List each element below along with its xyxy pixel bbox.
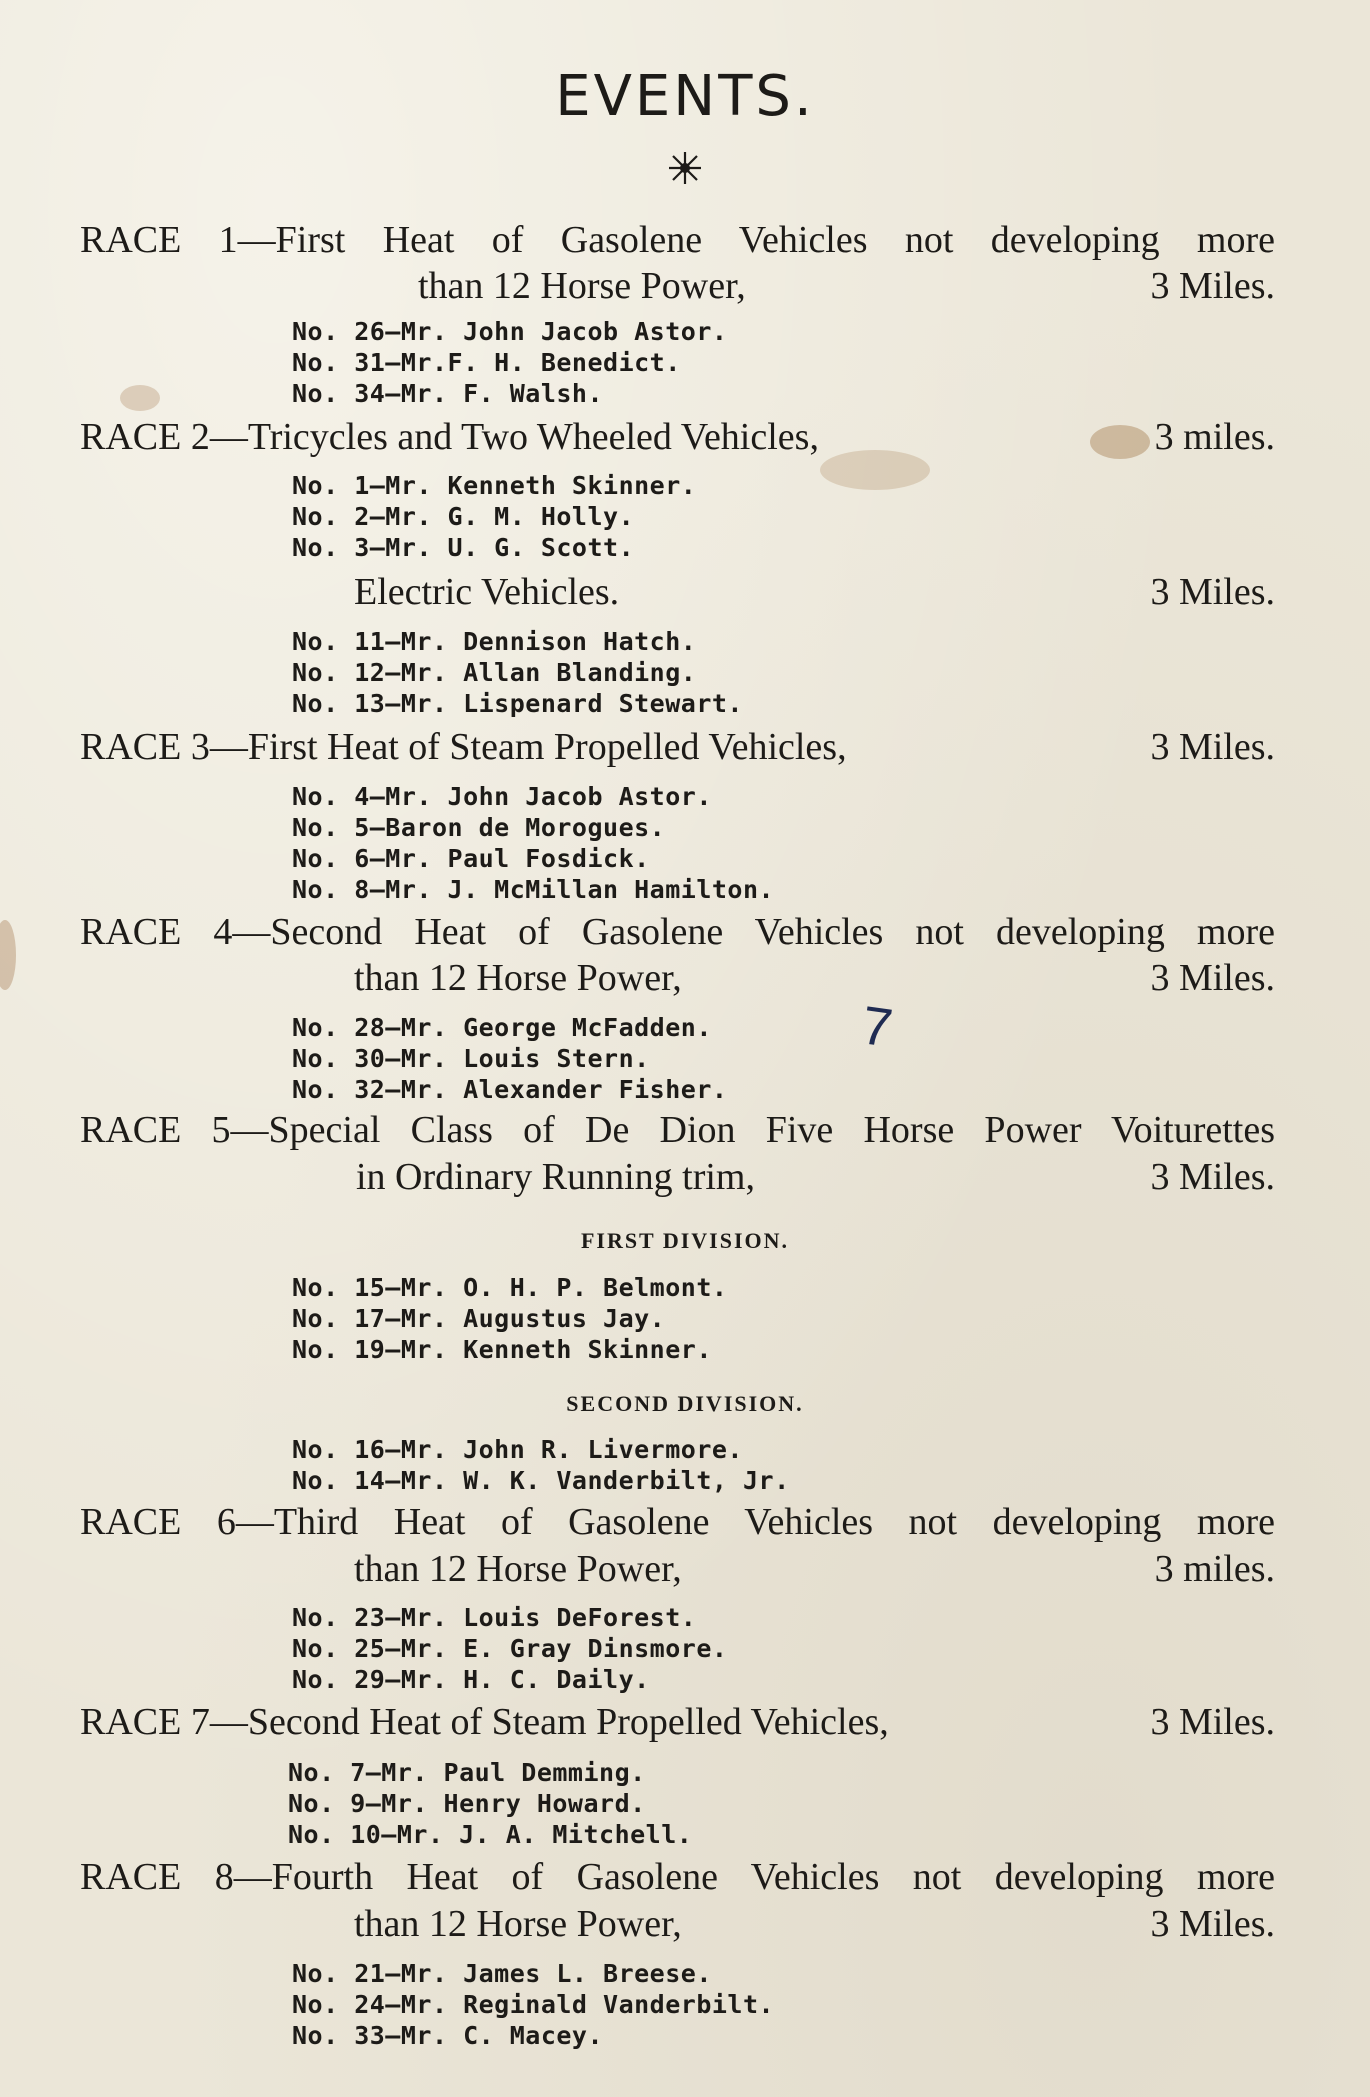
race-4-heading: RACE 4—Second Heat of Gasolene Vehicles not developing more xyxy=(80,911,1275,953)
race-7-heading: RACE 7—Second Heat of Steam Propelled Vehicles, xyxy=(80,1701,889,1743)
race-1-distance: 3 Miles. xyxy=(1150,265,1275,307)
race-1-heading: RACE 1—First Heat of Gasolene Vehicles not developing more xyxy=(80,219,1275,261)
race-6-heading: RACE 6—Third Heat of Gasolene Vehicles not developing more xyxy=(80,1501,1275,1543)
race-5-continuation: in Ordinary Running trim, xyxy=(356,1156,755,1198)
race-5-heading: RACE 5—Special Class of De Dion Five Horse Power Voiturettes xyxy=(80,1109,1275,1151)
entry: No. 25—Mr. E. Gray Dinsmore. xyxy=(292,1634,728,1663)
entry: No. 26—Mr. John Jacob Astor. xyxy=(292,317,728,346)
entry: No. 21—Mr. James L. Breese. xyxy=(292,1959,712,1988)
entry: No. 1—Mr. Kenneth Skinner. xyxy=(292,471,697,500)
race-6-distance: 3 miles. xyxy=(1154,1548,1275,1590)
race-4-entries xyxy=(292,1012,727,1105)
paper-stain xyxy=(1090,425,1150,459)
paper-stain xyxy=(820,450,930,490)
race-2-distance: 3 miles. xyxy=(1154,416,1275,458)
entry: No. 15—Mr. O. H. P. Belmont. xyxy=(292,1273,728,1302)
paper-stain xyxy=(0,920,16,990)
page-title: EVENTS. xyxy=(555,64,815,129)
entry: No. 23—Mr. Louis DeForest. xyxy=(292,1603,697,1632)
race-8-continuation: than 12 Horse Power, xyxy=(354,1903,682,1945)
race-7-distance: 3 Miles. xyxy=(1150,1701,1275,1743)
race-2-heading: RACE 2—Tricycles and Two Wheeled Vehicles, xyxy=(80,416,819,458)
entry: No. 17—Mr. Augustus Jay. xyxy=(292,1304,666,1333)
race-1-entries xyxy=(292,316,727,409)
handwritten-note: 7 xyxy=(857,995,897,1059)
race-5-distance: 3 Miles. xyxy=(1150,1156,1275,1198)
entry: No. 5—Baron de Morogues. xyxy=(292,813,666,842)
asterism-ornament-icon xyxy=(667,150,703,186)
race-8-entries xyxy=(292,1958,774,2051)
race-7-entries xyxy=(288,1757,692,1850)
race-8-heading: RACE 8—Fourth Heat of Gasolene Vehicles not developing more xyxy=(80,1856,1275,1898)
race-2-entries xyxy=(292,470,696,563)
entry: No. 10—Mr. J. A. Mitchell. xyxy=(288,1820,693,1849)
entry: No. 12—Mr. Allan Blanding. xyxy=(292,658,697,687)
race-2-sub-distance: 3 Miles. xyxy=(1150,571,1275,613)
entry: No. 14—Mr. W. K. Vanderbilt, Jr. xyxy=(292,1466,790,1495)
entry: No. 31—Mr.F. H. Benedict. xyxy=(292,348,681,377)
race-2-sub-heading: Electric Vehicles. xyxy=(354,571,620,613)
race-4-continuation: than 12 Horse Power, xyxy=(354,957,682,999)
entry: No. 29—Mr. H. C. Daily. xyxy=(292,1665,650,1694)
entry: No. 6—Mr. Paul Fosdick. xyxy=(292,844,650,873)
race-4-distance: 3 Miles. xyxy=(1150,957,1275,999)
entry: No. 32—Mr. Alexander Fisher. xyxy=(292,1075,728,1104)
race-3-entries xyxy=(292,781,774,905)
race-1-continuation: than 12 Horse Power, xyxy=(418,265,746,307)
entry: No. 3—Mr. U. G. Scott. xyxy=(292,533,635,562)
race-5-first-entries xyxy=(292,1272,727,1365)
entry: No. 13—Mr. Lispenard Stewart. xyxy=(292,689,743,718)
entry: No. 24—Mr. Reginald Vanderbilt. xyxy=(292,1990,775,2019)
race-5-second-entries xyxy=(292,1434,790,1496)
entry: No. 7—Mr. Paul Demming. xyxy=(288,1758,646,1787)
paper-stain xyxy=(120,385,160,411)
entry: No. 9—Mr. Henry Howard. xyxy=(288,1789,646,1818)
race-5-second-division: SECOND DIVISION. xyxy=(566,1391,804,1416)
race-6-continuation: than 12 Horse Power, xyxy=(354,1548,682,1590)
race-2-sub-entries xyxy=(292,626,743,719)
race-5-first-division: FIRST DIVISION. xyxy=(580,1228,790,1253)
race-8-distance: 3 Miles. xyxy=(1150,1903,1275,1945)
entry: No. 28—Mr. George McFadden. xyxy=(292,1013,712,1042)
race-6-entries xyxy=(292,1602,727,1695)
entry: No. 30—Mr. Louis Stern. xyxy=(292,1044,650,1073)
entry: No. 33—Mr. C. Macey. xyxy=(292,2021,604,2050)
entry: No. 4—Mr. John Jacob Astor. xyxy=(292,782,712,811)
entry: No. 34—Mr. F. Walsh. xyxy=(292,379,604,408)
race-3-heading: RACE 3—First Heat of Steam Propelled Vehicles, xyxy=(80,726,847,768)
entry: No. 19—Mr. Kenneth Skinner. xyxy=(292,1335,712,1364)
entry: No. 2—Mr. G. M. Holly. xyxy=(292,502,635,531)
race-3-distance: 3 Miles. xyxy=(1150,726,1275,768)
entry: No. 11—Mr. Dennison Hatch. xyxy=(292,627,697,656)
entry: No. 8—Mr. J. McMillan Hamilton. xyxy=(292,875,775,904)
entry: No. 16—Mr. John R. Livermore. xyxy=(292,1435,743,1464)
